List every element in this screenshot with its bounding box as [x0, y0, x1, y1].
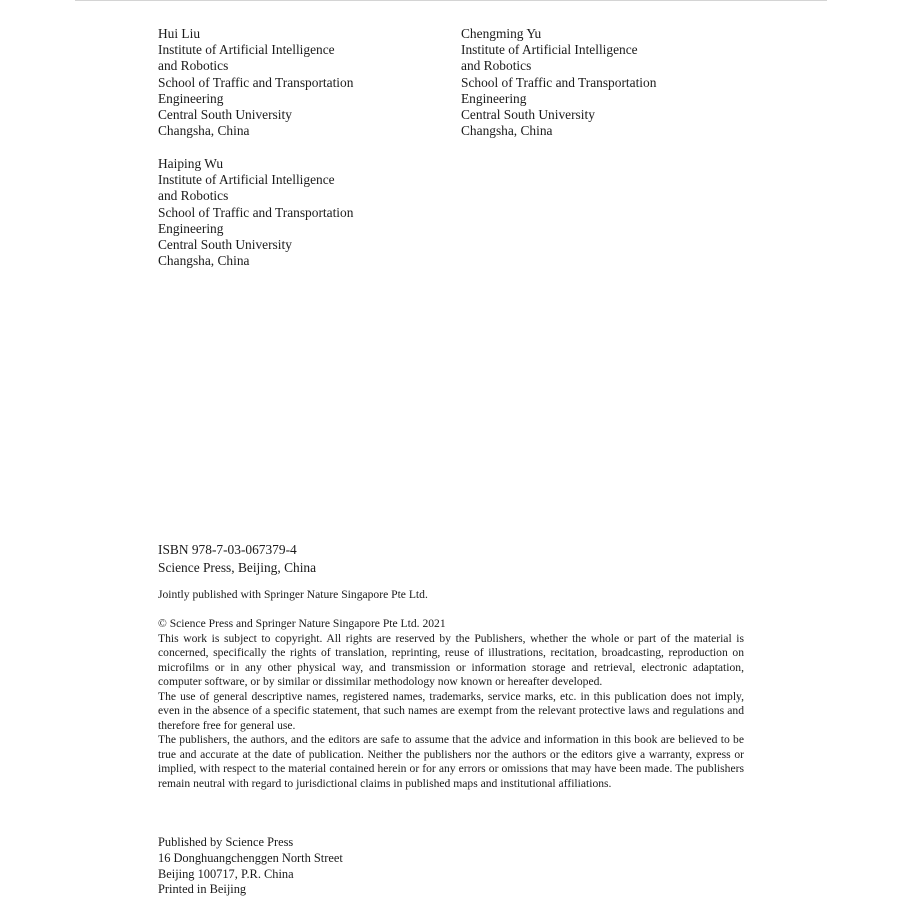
author-name: Hui Liu: [158, 26, 201, 41]
imprint-city: Beijing 100717, P.R. China: [158, 866, 294, 881]
author-name: Chengming Yu: [461, 26, 542, 41]
affiliation-line: and Robotics: [158, 58, 229, 74]
imprint-printed-in: Printed in Beijing: [158, 882, 247, 897]
affiliation-line: Changsha, China: [461, 123, 553, 139]
copyright-block: [158, 617, 744, 792]
affiliation-line: Central South University: [461, 107, 595, 123]
affiliation-line: Institute of Artificial Intelligence: [158, 42, 335, 58]
legal-paragraph-disclaimer: The publishers, the authors, and the editors are safe to assume that the advice and information in this book are believed to be true and accurate at the date of publication. Neither the publishers nor the authors or the editors give a warranty, express or implied, with respect to the material contained herein or for any errors or omissions that may have been made. The publishers remain neutral with regard to jurisdictional claims in published maps and institutional affiliations.: [158, 733, 744, 791]
author-hui-liu: [158, 26, 353, 139]
author-name: Haiping Wu: [158, 156, 224, 171]
publisher-city: Science Press, Beijing, China: [158, 559, 317, 575]
isbn-block: [158, 541, 316, 576]
imprint-block: [158, 835, 343, 898]
isbn-number: ISBN 978-7-03-067379-4: [158, 542, 297, 557]
affiliation-line: School of Traffic and Transportation: [158, 204, 354, 220]
affiliation-line: Central South University: [158, 107, 292, 123]
affiliation-line: Engineering: [461, 90, 527, 106]
jointly-published-note: Jointly published with Springer Nature Singapore Pte Ltd.: [158, 588, 428, 601]
author-haiping-wu: [158, 156, 353, 269]
legal-paragraph-trademarks: The use of general descriptive names, registered names, trademarks, service marks, etc. in this publication does not imply, even in the absence of a specific statement, that such names are exempt from the relevant protective laws and regulations and therefore free for general use.: [158, 689, 744, 732]
affiliation-line: Engineering: [158, 220, 224, 236]
affiliation-line: Engineering: [158, 90, 224, 106]
affiliation-line: Central South University: [158, 237, 292, 253]
affiliation-line: Institute of Artificial Intelligence: [158, 172, 335, 188]
affiliation-line: and Robotics: [158, 188, 229, 204]
affiliation-line: School of Traffic and Transportation: [158, 74, 354, 90]
affiliation-line: and Robotics: [461, 58, 532, 74]
affiliation-line: Changsha, China: [158, 123, 250, 139]
author-chengming-yu: [461, 26, 656, 139]
top-divider: [75, 0, 827, 1]
affiliation-line: Changsha, China: [158, 253, 250, 269]
affiliation-line: School of Traffic and Transportation: [461, 74, 657, 90]
legal-paragraph-copyright: This work is subject to copyright. All rights are reserved by the Publishers, whether the whole or part of the material is concerned, specifically the rights of translation, reprinting, reuse of illustrations, recitation, broadcasting, reproduction on microfilms or in any other physical way, and transmission or information storage and retrieval, electronic adaptation, computer software, or by similar or dissimilar methodology now known or hereafter developed.: [158, 631, 744, 689]
affiliation-line: Institute of Artificial Intelligence: [461, 42, 638, 58]
copyright-notice: © Science Press and Springer Nature Singapore Pte Ltd. 2021: [158, 617, 446, 630]
imprint-published-by: Published by Science Press: [158, 835, 294, 849]
imprint-street: 16 Donghuangchenggen North Street: [158, 850, 343, 865]
